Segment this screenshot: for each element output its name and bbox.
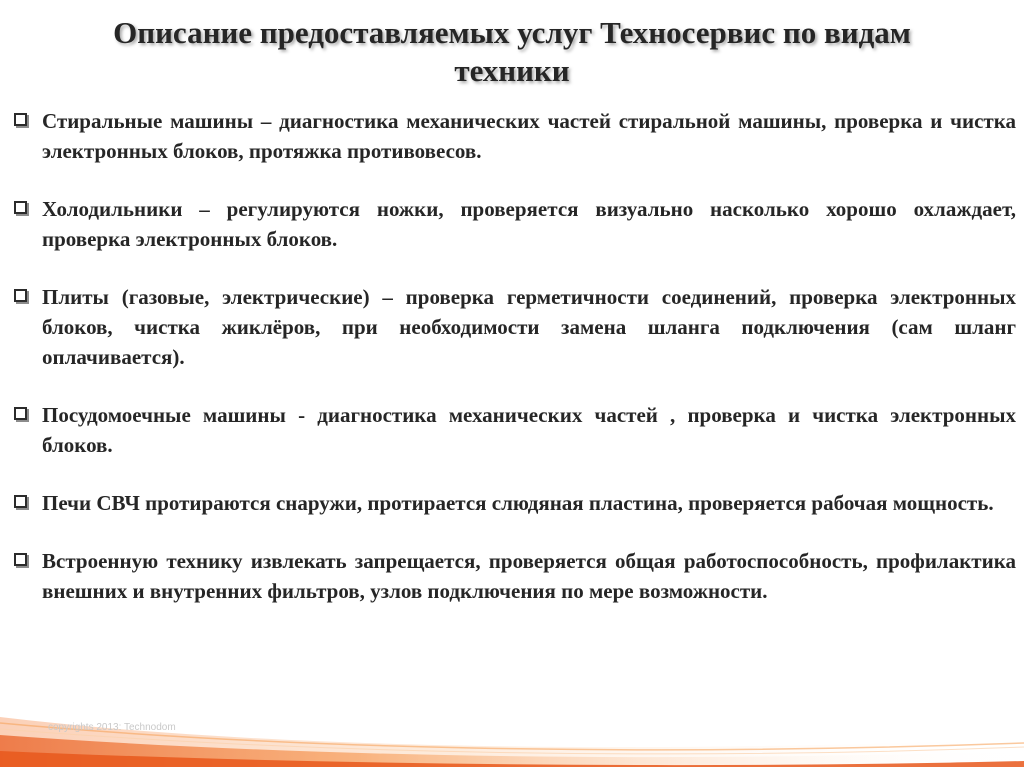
- bullet-text: Посудомоечные машины - диагностика механических частей , проверка и чистка электронных блоков.: [42, 403, 1016, 457]
- title-line-2: техники: [454, 53, 570, 88]
- bullet-text: Встроенную технику извлекать запрещается, проверяется общая работоспособность, профилактика внешних и внутренних фильтров, узлов подключения по мере возможности.: [42, 549, 1016, 603]
- bullet-item-built-in: [12, 546, 1016, 606]
- bullet-text: Холодильники – регулируются ножки, проверяется визуально насколько хорошо охлаждает, проверка электронных блоков.: [42, 197, 1016, 251]
- checkbox-icon: [14, 289, 27, 302]
- bullet-item-refrigerators: [12, 194, 1016, 254]
- checkbox-icon: [14, 201, 27, 214]
- checkbox-icon: [14, 113, 27, 126]
- bullet-text: Плиты (газовые, электрические) – проверка герметичности соединений, проверка электронных блоков, чистка жиклёров, при необходимости замена шланга подключения (сам шланг оплачивается).: [42, 285, 1016, 369]
- bullet-item-dishwashers: [12, 400, 1016, 460]
- copyright-text: copyrights 2013: Technodom: [48, 722, 176, 733]
- bullet-item-stoves: [12, 282, 1016, 372]
- checkbox-icon: [14, 495, 27, 508]
- bullet-item-microwaves: [12, 488, 1016, 518]
- bullet-item-washing-machines: [12, 106, 1016, 166]
- slide-title: [40, 14, 984, 90]
- checkbox-icon: [14, 407, 27, 420]
- bullet-text: Печи СВЧ протираются снаружи, протирается слюдяная пластина, проверяется рабочая мощность.: [42, 491, 994, 515]
- bullet-text: Стиральные машины – диагностика механических частей стиральной машины, проверка и чистка электронных блоков, протяжка противовесов.: [42, 109, 1016, 163]
- title-line-1: Описание предоставляемых услуг Техносервис по видам: [113, 15, 911, 50]
- checkbox-icon: [14, 553, 27, 566]
- bullet-list: [12, 106, 1016, 606]
